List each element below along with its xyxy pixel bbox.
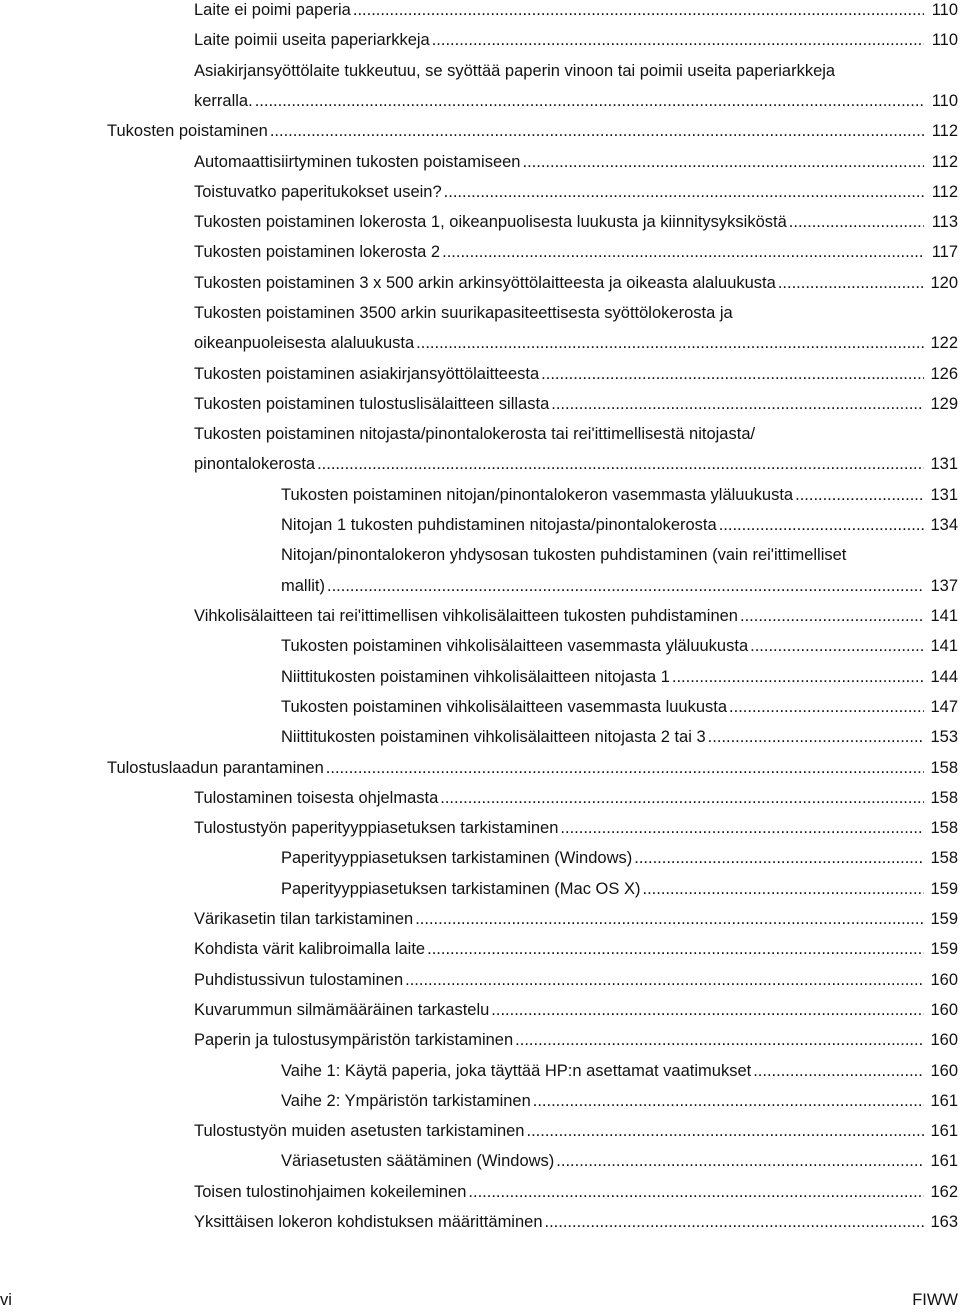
toc-leader-dots [255, 88, 924, 114]
toc-entry-title: Tulostustyön paperityyppiasetuksen tarkistaminen [194, 819, 559, 838]
toc-leader-dots [432, 27, 924, 53]
toc-page-number: 162 [930, 1182, 958, 1201]
toc-entry-title: Vaihe 1: Käytä paperia, joka täyttää HP:n asettamat vaatimukset [281, 1061, 752, 1080]
toc-entry-title: Asiakirjansyöttölaite tukkeutuu, se syöttää paperin vinoon tai poimii useita paperiarkkeja [194, 61, 836, 80]
toc-leader-dots [491, 997, 924, 1023]
toc-page-number: 131 [930, 455, 958, 474]
toc-leader-dots [353, 0, 924, 23]
toc-leader-dots [405, 967, 924, 993]
toc-leader-dots [750, 633, 924, 659]
toc-entry-title: Tukosten poistaminen lokerosta 1, oikeanpuolisesta luukusta ja kiinnitysyksiköstä [194, 213, 787, 232]
toc-leader-dots [270, 118, 924, 144]
toc-entry-title: Puhdistussivun tulostaminen [194, 970, 404, 989]
toc-leader-dots [440, 785, 924, 811]
toc-page-number: 159 [930, 910, 958, 928]
toc-entry[interactable] [194, 997, 958, 1027]
toc-page-number: 126 [930, 364, 958, 383]
toc-entry[interactable] [194, 300, 958, 361]
toc-entry-title: Tukosten poistaminen vihkolisälaitteen vasemmasta luukusta [281, 697, 728, 716]
toc-entry[interactable] [194, 27, 958, 57]
toc-page-number: 129 [930, 394, 958, 413]
toc-entry[interactable] [281, 482, 958, 512]
toc-page-number: 147 [930, 697, 958, 716]
toc-entry[interactable] [281, 694, 958, 724]
toc-page-number: 137 [930, 576, 958, 595]
toc-entry[interactable] [194, 270, 958, 300]
toc-page-number: 110 [931, 91, 958, 110]
toc-page-number: 158 [930, 849, 958, 868]
toc-entry[interactable] [281, 1058, 958, 1088]
toc-page-number: 112 [931, 152, 958, 171]
toc-page-number: 141 [930, 637, 958, 656]
toc-page-number: 120 [930, 273, 958, 292]
toc-entry[interactable] [281, 1088, 958, 1118]
toc-entry-title: Laite ei poimi paperia [194, 1, 351, 19]
toc-leader-dots [533, 1088, 924, 1114]
toc-entry[interactable] [281, 664, 958, 694]
toc-leader-dots [327, 573, 924, 599]
toc-leader-dots [556, 1148, 924, 1174]
toc-page-number: 134 [930, 516, 958, 535]
toc-entry-title: mallit) [281, 576, 325, 595]
toc-entry[interactable] [194, 391, 958, 421]
toc-entry[interactable] [194, 1027, 958, 1057]
toc-leader-dots [719, 512, 924, 538]
toc-entry[interactable] [281, 724, 958, 754]
toc-entry[interactable] [194, 149, 958, 179]
toc-entry-title: Nitojan/pinontalokeron yhdysosan tukosten puhdistaminen (vain rei'ittimelliset [281, 546, 847, 565]
toc-page-number: 158 [930, 819, 958, 838]
toc-entry[interactable] [194, 1118, 958, 1148]
toc-entry-title: Tulostaminen toisesta ohjelmasta [194, 788, 439, 807]
toc-leader-dots [416, 330, 924, 356]
toc-entry[interactable] [194, 815, 958, 845]
toc-leader-dots [427, 936, 924, 962]
toc-leader-dots [642, 876, 924, 902]
toc-entry[interactable] [107, 755, 958, 785]
toc-page-number: 161 [930, 1091, 958, 1110]
toc-page-number: 112 [931, 122, 958, 141]
toc-entry-title: pinontalokerosta [194, 455, 316, 474]
toc-entry-title: Laite poimii useita paperiarkkeja [194, 31, 430, 50]
toc-entry[interactable] [194, 361, 958, 391]
toc-entry-title: Tukosten poistaminen vihkolisälaitteen vasemmasta yläluukusta [281, 637, 749, 656]
toc-leader-dots [415, 906, 924, 932]
toc-entry-title: kerralla. [194, 91, 253, 110]
toc-entry[interactable] [281, 512, 958, 542]
toc-leader-dots [634, 845, 924, 871]
document-code: FIWW [912, 1291, 958, 1309]
toc-entry-title: Värikasetin tilan tarkistaminen [194, 910, 414, 928]
toc-entry[interactable] [194, 239, 958, 269]
toc-page-number: 160 [930, 1000, 958, 1019]
toc-leader-dots [468, 1179, 924, 1205]
toc-page-number: 158 [930, 788, 958, 807]
toc-page-number: 141 [930, 607, 958, 625]
toc-leader-dots [753, 1058, 924, 1084]
toc-entry-title: Paperityyppiasetuksen tarkistaminen (Windows) [281, 849, 633, 868]
toc-entry-title: Vihkolisälaitteen tai rei'ittimellisen vihkolisälaitteen tukosten puhdistaminen [194, 607, 738, 625]
toc-entry[interactable] [194, 967, 958, 997]
toc-page-number: 110 [931, 31, 958, 50]
toc-leader-dots [541, 361, 924, 387]
toc-leader-dots [778, 270, 924, 296]
toc-entry-title: Väriasetusten säätäminen (Windows) [281, 1152, 555, 1171]
toc-entry[interactable] [194, 785, 958, 815]
toc-page-number: 144 [930, 667, 958, 686]
toc-entry-title: Niittitukosten poistaminen vihkolisälaitteen nitojasta 1 [281, 667, 670, 686]
toc-entry[interactable] [194, 209, 958, 239]
toc-leader-dots [551, 391, 924, 417]
toc-leader-dots [442, 239, 924, 265]
toc-entry-title: Automaattisiirtyminen tukosten poistamiseen [194, 152, 521, 171]
toc-leader-dots [560, 815, 924, 841]
toc-leader-dots [523, 149, 925, 175]
toc-entry[interactable] [194, 906, 958, 936]
toc-leader-dots [444, 179, 924, 205]
toc-page-number: 122 [930, 334, 958, 353]
toc-page-number: 153 [930, 728, 958, 747]
toc-entry-title: Paperin ja tulostusympäristön tarkistaminen [194, 1031, 514, 1050]
toc-leader-dots [515, 1027, 924, 1053]
toc-page-number: 131 [930, 485, 958, 504]
toc-leader-dots [326, 755, 924, 781]
toc-entry[interactable] [194, 1209, 958, 1239]
toc-entry-title: Vaihe 2: Ympäristön tarkistaminen [281, 1091, 531, 1110]
toc-entry[interactable] [281, 1148, 958, 1178]
toc-page-number: 161 [930, 1122, 958, 1141]
toc-entry-title: Toistuvatko paperitukokset usein? [194, 182, 442, 201]
toc-entry[interactable] [194, 603, 958, 633]
toc-entry-title: Tukosten poistaminen [107, 122, 268, 141]
toc-entry-title: Tukosten poistaminen 3500 arkin suurikapasiteettisesta syöttölokerosta ja [194, 304, 733, 322]
toc-leader-dots [317, 451, 924, 477]
toc-page-number: 159 [930, 940, 958, 959]
toc-entry[interactable] [194, 179, 958, 209]
toc-page-number: 112 [931, 182, 958, 201]
toc-page-number: 113 [931, 213, 958, 232]
toc-entry[interactable] [194, 1179, 958, 1209]
toc-entry-title: Kuvarummun silmämääräinen tarkastelu [194, 1000, 490, 1019]
toc-page-number: 161 [930, 1152, 958, 1171]
toc-entry-title: oikeanpuoleisesta alaluukusta [194, 334, 415, 353]
toc-leader-dots [729, 694, 924, 720]
toc-entry-title: Tukosten poistaminen nitojasta/pinontalokerosta tai rei'ittimellisestä nitojasta/ [194, 425, 756, 444]
toc-leader-dots [672, 664, 924, 690]
toc-entry[interactable] [281, 845, 958, 875]
toc-entry[interactable] [194, 421, 958, 482]
toc-page-number: 163 [930, 1213, 958, 1231]
toc-leader-dots [795, 482, 924, 508]
toc-entry-title: Paperityyppiasetuksen tarkistaminen (Mac OS X) [281, 879, 641, 898]
page-number: vi [0, 1291, 12, 1309]
toc-entry[interactable] [194, 0, 958, 27]
toc-entry-title: Niittitukosten poistaminen vihkolisälaitteen nitojasta 2 tai 3 [281, 728, 706, 747]
toc-entry-title: Tukosten poistaminen asiakirjansyöttölaitteesta [194, 364, 540, 383]
toc-entry-title: Tulostustyön muiden asetusten tarkistaminen [194, 1122, 525, 1141]
toc-page-number: 158 [930, 758, 958, 777]
toc-entry-title: Tulostuslaadun parantaminen [107, 758, 324, 777]
toc-leader-dots [740, 603, 924, 629]
toc-entry-title: Tukosten poistaminen lokerosta 2 [194, 243, 441, 262]
toc-entry[interactable] [194, 936, 958, 966]
toc-page-number: 110 [931, 1, 958, 19]
toc-entry[interactable] [194, 58, 958, 119]
toc-leader-dots [526, 1118, 924, 1144]
toc-entry-title: Kohdista värit kalibroimalla laite [194, 940, 426, 959]
toc-page-number: 160 [930, 1031, 958, 1050]
toc-entry[interactable] [281, 542, 958, 603]
toc-entry-title: Yksittäisen lokeron kohdistuksen määrittäminen [194, 1213, 543, 1231]
toc-entry[interactable] [281, 876, 958, 906]
toc-entry-title: Tukosten poistaminen nitojan/pinontalokeron vasemmasta yläluukusta [281, 485, 794, 504]
toc-leader-dots [789, 209, 924, 235]
toc-entry-title: Tukosten poistaminen 3 x 500 arkin arkinsyöttölaitteesta ja oikeasta alaluukusta [194, 273, 776, 292]
toc-entry-title: Tukosten poistaminen tulostuslisälaitteen sillasta [194, 394, 550, 413]
toc-entry-title: Toisen tulostinohjaimen kokeileminen [194, 1182, 467, 1201]
toc-page-number: 117 [931, 243, 958, 262]
toc-page-number: 160 [930, 1061, 958, 1080]
toc-entry[interactable] [281, 633, 958, 663]
toc-entry[interactable] [107, 118, 958, 148]
toc-leader-dots [708, 724, 924, 750]
toc-page-number: 159 [930, 879, 958, 898]
toc-entry-title: Nitojan 1 tukosten puhdistaminen nitojasta/pinontalokerosta [281, 516, 717, 535]
toc-leader-dots [545, 1209, 924, 1235]
toc-page-number: 160 [930, 970, 958, 989]
